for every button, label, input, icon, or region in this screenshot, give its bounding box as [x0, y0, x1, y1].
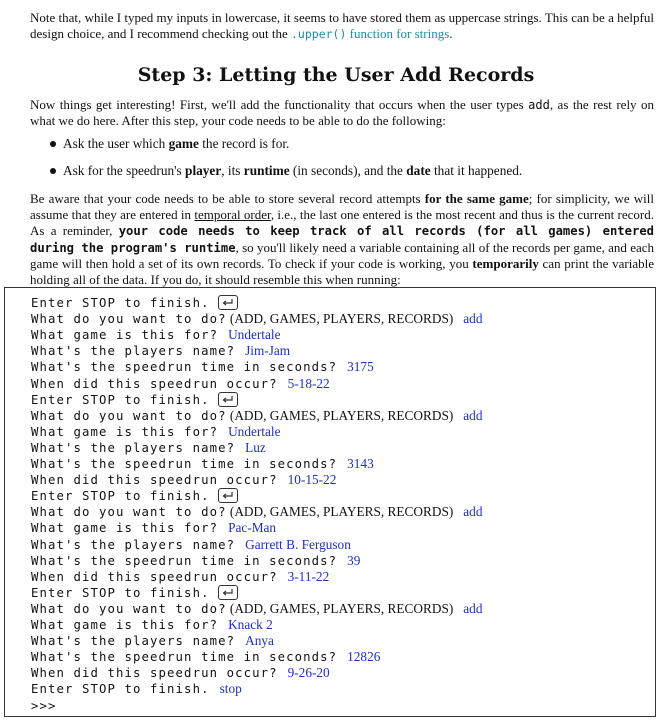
terminal-answer: add: [463, 504, 483, 520]
p1-text-b: , as the rest rely on what we do here. After this step, your code needs to be able to do the following:: [30, 97, 654, 129]
terminal-answer: Luz: [245, 439, 266, 455]
li-bold: game: [168, 136, 199, 151]
terminal-answer: Anya: [245, 633, 274, 649]
terminal-answer: 3143: [347, 456, 374, 471]
terminal-line: [31, 392, 238, 408]
p2-underlined: temporal order: [194, 207, 271, 223]
li-bold: runtime: [243, 163, 290, 178]
terminal-prompt: What game is this for?: [31, 424, 219, 439]
terminal-answer: 3175: [347, 359, 374, 375]
p2-text: Be aware that your code needs to be able to store several record attempts: [30, 191, 425, 206]
intro-paragraph: [30, 10, 654, 42]
terminal-prompt: Enter STOP to finish.: [31, 682, 210, 697]
terminal-answer: add: [463, 600, 483, 616]
terminal-line: [31, 376, 330, 392]
terminal-prompt: What's the players name?: [31, 634, 236, 649]
p2-bold: for the same game: [424, 191, 529, 206]
terminal-line: [31, 311, 482, 327]
terminal-line: [31, 553, 360, 569]
terminal-prompt: Enter STOP to finish.: [31, 296, 210, 310]
p2-text: , i.e., the last one entered is the most recent and thus is the current record. As a reminder,: [30, 207, 654, 239]
list-item: [30, 162, 650, 189]
terminal-answer: Garrett B. Ferguson: [245, 536, 351, 552]
li-bold: player: [185, 163, 222, 178]
terminal-line: [31, 537, 351, 553]
terminal-line: [31, 472, 336, 488]
terminal-line: [31, 327, 281, 343]
terminal-line: [31, 617, 273, 633]
li-text: Ask the user which: [63, 136, 169, 151]
p2-text: , so you'll likely need a variable containing all of the records per game, and each game will then hold a set of its own records. To check if your code is working, you: [30, 239, 654, 271]
enter-key-icon: [218, 585, 238, 600]
enter-key-icon: [218, 488, 238, 503]
terminal-answer: 3-11-22: [287, 568, 330, 584]
p2-text: ; for simplicity, we will assume that they are entered in: [30, 191, 655, 223]
terminal-prompt: What do you want to do?: [31, 601, 227, 616]
terminal-prompt: What's the speedrun time in seconds?: [31, 553, 338, 568]
terminal-line: [31, 295, 238, 311]
upper-code[interactable]: .upper(): [291, 27, 347, 42]
terminal-prompt: What game is this for?: [31, 521, 219, 536]
terminal-answer: 12826: [347, 649, 381, 665]
add-command-code: add: [528, 98, 550, 112]
terminal-prompt: When did this speedrun occur?: [31, 666, 278, 681]
terminal-prompt: What game is this for?: [31, 328, 219, 343]
terminal-prompt: What's the speedrun time in seconds?: [31, 650, 338, 665]
terminal-output: [4, 287, 656, 717]
terminal-line: [31, 585, 238, 601]
terminal-answer: stop: [219, 681, 242, 697]
terminal-answer: add: [463, 407, 483, 423]
bullet-icon: [50, 168, 56, 174]
terminal-prompt: What's the players name?: [31, 537, 236, 552]
terminal-line: [31, 424, 281, 440]
terminal-answer: 9-26-20: [287, 665, 330, 681]
terminal-line: [31, 698, 57, 714]
terminal-prompt: What's the speedrun time in seconds?: [31, 457, 338, 471]
li-text: the record is for.: [198, 136, 290, 151]
terminal-answer: Undertale: [228, 423, 281, 439]
section-title: Step 3: Letting the User Add Records: [137, 64, 535, 86]
p2-bold-code: your code needs to keep track of all records (for all games) entered during the program's runtime: [30, 224, 654, 255]
terminal-options: (ADD, GAMES, PLAYERS, RECORDS): [226, 407, 454, 423]
p1-text-a: Now things get interesting! First, we'll add the functionality that occurs when the user types: [30, 97, 529, 112]
terminal-answer: 39: [347, 552, 361, 568]
terminal-prompt: What's the players name?: [31, 440, 236, 455]
list-item: [30, 135, 650, 162]
terminal-options: (ADD, GAMES, PLAYERS, RECORDS): [226, 311, 454, 327]
terminal-answer: 5-18-22: [287, 375, 330, 391]
terminal-line: [31, 601, 482, 617]
terminal-prompt: When did this speedrun occur?: [31, 376, 278, 391]
terminal-line: [31, 440, 266, 456]
terminal-line: [31, 504, 482, 520]
bullet-icon: [50, 141, 56, 147]
terminal-prompt: When did this speedrun occur?: [31, 569, 278, 584]
terminal-answer: Jim-Jam: [245, 343, 291, 359]
terminal-line: [31, 649, 380, 665]
intro-end: .: [449, 26, 453, 42]
terminal-answer: Undertale: [228, 327, 281, 343]
li-text: (in seconds), and the: [289, 163, 407, 178]
li-bold: date: [406, 163, 431, 178]
step3-paragraph-2: [30, 191, 654, 288]
li-text: that it happened.: [430, 163, 523, 178]
p2-bold: temporarily: [472, 255, 539, 271]
terminal-answer: Pac-Man: [228, 520, 277, 536]
terminal-line: [31, 359, 374, 375]
terminal-prompt: What game is this for?: [31, 618, 219, 632]
terminal-answer: add: [463, 311, 483, 327]
intro-text: Note that, while I typed my inputs in lowercase, it seems to have stored them as uppercase strings. This can be a helpful design choice, and I recommend checking out the: [30, 10, 654, 42]
terminal-line: [31, 520, 276, 536]
terminal-answer: Knack 2: [228, 617, 273, 632]
p2-text: can print the variable holding all of the data. If you do, it should resemble this when running:: [30, 255, 654, 288]
terminal-line: [31, 633, 274, 649]
terminal-prompt: What's the players name?: [31, 344, 236, 359]
enter-key-icon: [218, 295, 238, 310]
terminal-options: (ADD, GAMES, PLAYERS, RECORDS): [226, 504, 454, 520]
terminal-line: [31, 681, 242, 697]
terminal-line: [31, 456, 374, 472]
enter-key-icon: [218, 392, 238, 407]
upper-docs-link[interactable]: function for strings: [346, 26, 450, 42]
terminal-prompt: Enter STOP to finish.: [31, 585, 210, 600]
terminal-line: [31, 488, 238, 504]
requirements-list: [30, 135, 650, 189]
terminal-options: (ADD, GAMES, PLAYERS, RECORDS): [226, 600, 454, 616]
li-text: Ask for the speedrun's: [63, 163, 186, 178]
terminal-prompt: When did this speedrun occur?: [31, 473, 278, 488]
terminal-prompt: Enter STOP to finish.: [31, 392, 210, 407]
step3-paragraph-1: [30, 97, 654, 129]
terminal-answer: 10-15-22: [287, 472, 337, 488]
li-text: , its: [221, 163, 244, 178]
terminal-line: [31, 408, 482, 424]
terminal-prompt: What do you want to do?: [31, 408, 227, 423]
terminal-line: [31, 343, 290, 359]
terminal-line: [31, 665, 330, 681]
terminal-prompt: >>>: [31, 698, 57, 713]
terminal-prompt: Enter STOP to finish.: [31, 489, 210, 504]
terminal-line: [31, 569, 329, 585]
terminal-prompt: What do you want to do?: [31, 312, 227, 327]
terminal-prompt: What do you want to do?: [31, 505, 227, 520]
terminal-prompt: What's the speedrun time in seconds?: [31, 360, 338, 375]
